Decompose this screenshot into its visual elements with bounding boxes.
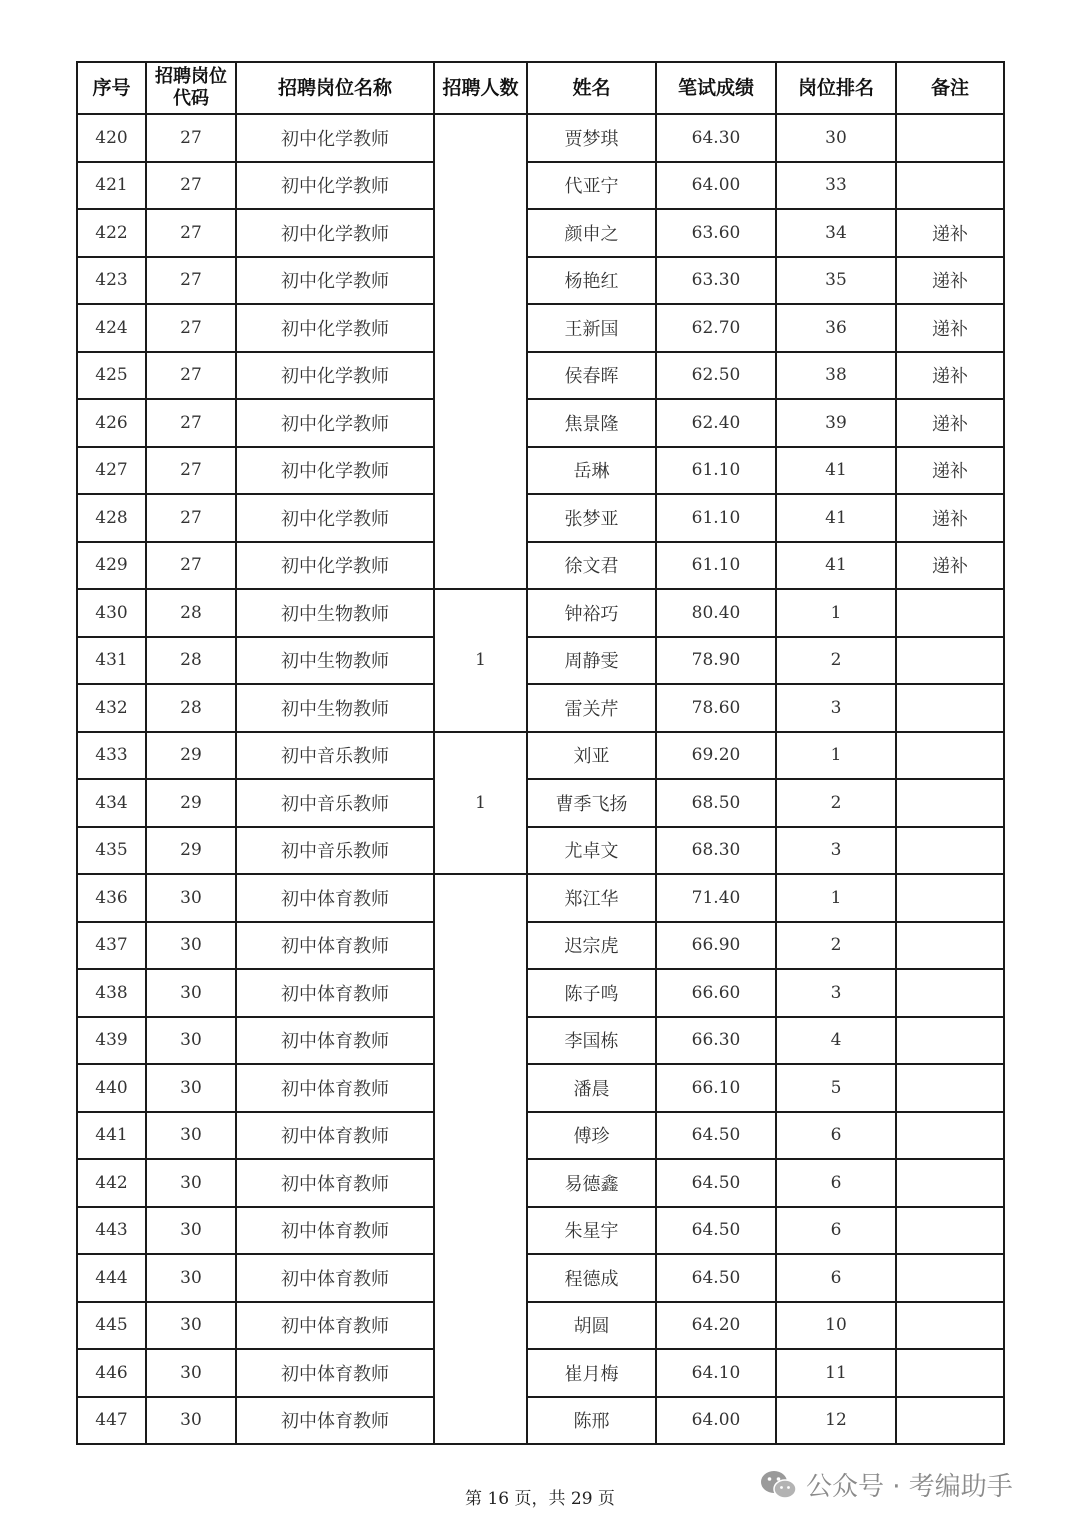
table-row <box>77 1397 1004 1445</box>
candidate-name: 迟宗虎 <box>527 922 656 970</box>
table-row <box>77 542 1004 590</box>
written-score: 69.20 <box>656 732 776 780</box>
candidate-name: 陈子鸣 <box>527 969 656 1017</box>
remark <box>896 779 1004 827</box>
row-index: 428 <box>77 494 146 542</box>
remark <box>896 1112 1004 1160</box>
position-name: 初中体育教师 <box>236 1207 434 1255</box>
written-score: 64.30 <box>656 114 776 162</box>
written-score: 61.10 <box>656 542 776 590</box>
position-code: 29 <box>146 827 236 875</box>
score-table <box>76 61 1005 1445</box>
position-name: 初中体育教师 <box>236 922 434 970</box>
header-position-code <box>146 62 236 114</box>
table-row <box>77 1112 1004 1160</box>
position-code: 30 <box>146 1064 236 1112</box>
position-rank: 2 <box>776 922 896 970</box>
table-row <box>77 637 1004 685</box>
row-index: 422 <box>77 209 146 257</box>
remark <box>896 1302 1004 1350</box>
position-rank: 6 <box>776 1159 896 1207</box>
row-index: 436 <box>77 874 146 922</box>
table-row <box>77 304 1004 352</box>
remark <box>896 1064 1004 1112</box>
position-rank: 38 <box>776 352 896 400</box>
remark <box>896 684 1004 732</box>
row-index: 447 <box>77 1397 146 1445</box>
candidate-name: 侯春晖 <box>527 352 656 400</box>
table-row <box>77 969 1004 1017</box>
candidate-name: 雷关芹 <box>527 684 656 732</box>
position-code: 28 <box>146 589 236 637</box>
table-row <box>77 399 1004 447</box>
candidate-name: 颜申之 <box>527 209 656 257</box>
remark <box>896 1397 1004 1445</box>
row-index: 438 <box>77 969 146 1017</box>
header-remark: 备注 <box>896 62 1004 114</box>
position-name: 初中音乐教师 <box>236 779 434 827</box>
position-code: 28 <box>146 637 236 685</box>
position-code: 30 <box>146 922 236 970</box>
written-score: 64.20 <box>656 1302 776 1350</box>
position-name: 初中化学教师 <box>236 494 434 542</box>
position-rank: 1 <box>776 589 896 637</box>
written-score: 63.60 <box>656 209 776 257</box>
position-name: 初中体育教师 <box>236 1302 434 1350</box>
written-score: 64.00 <box>656 162 776 210</box>
written-score: 64.50 <box>656 1254 776 1302</box>
table-row <box>77 257 1004 305</box>
position-code: 30 <box>146 1302 236 1350</box>
table-row <box>77 447 1004 495</box>
remark: 递补 <box>896 542 1004 590</box>
position-name: 初中体育教师 <box>236 1017 434 1065</box>
remark <box>896 162 1004 210</box>
written-score: 78.90 <box>656 637 776 685</box>
table-body <box>77 114 1004 1444</box>
row-index: 445 <box>77 1302 146 1350</box>
row-index: 426 <box>77 399 146 447</box>
table-row <box>77 1159 1004 1207</box>
candidate-name: 钟裕巧 <box>527 589 656 637</box>
position-rank: 12 <box>776 1397 896 1445</box>
position-code: 27 <box>146 542 236 590</box>
position-name: 初中化学教师 <box>236 542 434 590</box>
table-row <box>77 732 1004 780</box>
candidate-name: 李国栋 <box>527 1017 656 1065</box>
candidate-name: 朱星宇 <box>527 1207 656 1255</box>
position-code: 30 <box>146 874 236 922</box>
table-row <box>77 114 1004 162</box>
position-rank: 41 <box>776 542 896 590</box>
row-index: 439 <box>77 1017 146 1065</box>
position-code: 30 <box>146 1397 236 1445</box>
header-rank: 岗位排名 <box>776 62 896 114</box>
position-rank: 3 <box>776 969 896 1017</box>
position-name: 初中体育教师 <box>236 1112 434 1160</box>
position-rank: 3 <box>776 827 896 875</box>
table-row <box>77 1302 1004 1350</box>
position-code: 27 <box>146 304 236 352</box>
written-score: 80.40 <box>656 589 776 637</box>
row-index: 425 <box>77 352 146 400</box>
remark: 递补 <box>896 494 1004 542</box>
remark <box>896 1349 1004 1397</box>
candidate-name: 杨艳红 <box>527 257 656 305</box>
position-name: 初中生物教师 <box>236 684 434 732</box>
position-rank: 30 <box>776 114 896 162</box>
candidate-name: 郑江华 <box>527 874 656 922</box>
candidate-name: 刘亚 <box>527 732 656 780</box>
position-name: 初中化学教师 <box>236 352 434 400</box>
row-index: 430 <box>77 589 146 637</box>
candidate-name: 周静雯 <box>527 637 656 685</box>
position-rank: 6 <box>776 1254 896 1302</box>
written-score: 61.10 <box>656 494 776 542</box>
position-code: 30 <box>146 1349 236 1397</box>
position-name: 初中体育教师 <box>236 1064 434 1112</box>
table-row <box>77 1254 1004 1302</box>
candidate-name: 崔月梅 <box>527 1349 656 1397</box>
position-rank: 36 <box>776 304 896 352</box>
table-row <box>77 494 1004 542</box>
row-index: 427 <box>77 447 146 495</box>
written-score: 62.40 <box>656 399 776 447</box>
remark: 递补 <box>896 209 1004 257</box>
written-score: 62.50 <box>656 352 776 400</box>
position-code: 30 <box>146 1254 236 1302</box>
row-index: 420 <box>77 114 146 162</box>
written-score: 66.60 <box>656 969 776 1017</box>
position-rank: 41 <box>776 494 896 542</box>
row-index: 440 <box>77 1064 146 1112</box>
position-rank: 2 <box>776 637 896 685</box>
written-score: 64.10 <box>656 1349 776 1397</box>
candidate-name: 徐文君 <box>527 542 656 590</box>
remark: 递补 <box>896 304 1004 352</box>
position-name: 初中体育教师 <box>236 969 434 1017</box>
candidate-name: 代亚宁 <box>527 162 656 210</box>
remark: 递补 <box>896 399 1004 447</box>
position-code: 27 <box>146 257 236 305</box>
position-name: 初中化学教师 <box>236 114 434 162</box>
table-header-row <box>77 62 1004 114</box>
remark <box>896 922 1004 970</box>
remark <box>896 827 1004 875</box>
row-index: 441 <box>77 1112 146 1160</box>
position-code: 27 <box>146 447 236 495</box>
table-row <box>77 922 1004 970</box>
watermark-text: 公众号 · 考编助手 <box>806 1472 1013 1502</box>
position-name: 初中化学教师 <box>236 257 434 305</box>
table-row <box>77 209 1004 257</box>
position-code: 27 <box>146 162 236 210</box>
remark <box>896 637 1004 685</box>
candidate-name: 王新国 <box>527 304 656 352</box>
candidate-name: 傅珍 <box>527 1112 656 1160</box>
position-name: 初中体育教师 <box>236 1349 434 1397</box>
position-name: 初中生物教师 <box>236 589 434 637</box>
row-index: 431 <box>77 637 146 685</box>
position-code: 30 <box>146 1017 236 1065</box>
row-index: 433 <box>77 732 146 780</box>
remark <box>896 1159 1004 1207</box>
position-rank: 1 <box>776 732 896 780</box>
header-score: 笔试成绩 <box>656 62 776 114</box>
remark: 递补 <box>896 352 1004 400</box>
position-code: 28 <box>146 684 236 732</box>
position-rank: 41 <box>776 447 896 495</box>
candidate-name: 胡圆 <box>527 1302 656 1350</box>
position-rank: 34 <box>776 209 896 257</box>
position-code: 29 <box>146 779 236 827</box>
row-index: 424 <box>77 304 146 352</box>
candidate-name: 程德成 <box>527 1254 656 1302</box>
table-row <box>77 589 1004 637</box>
position-code: 30 <box>146 969 236 1017</box>
row-index: 421 <box>77 162 146 210</box>
written-score: 78.60 <box>656 684 776 732</box>
position-code: 27 <box>146 114 236 162</box>
remark <box>896 1254 1004 1302</box>
table-row <box>77 352 1004 400</box>
position-rank: 10 <box>776 1302 896 1350</box>
position-code: 30 <box>146 1112 236 1160</box>
position-name: 初中化学教师 <box>236 209 434 257</box>
written-score: 62.70 <box>656 304 776 352</box>
row-index: 443 <box>77 1207 146 1255</box>
written-score: 68.30 <box>656 827 776 875</box>
position-rank: 39 <box>776 399 896 447</box>
position-rank: 6 <box>776 1112 896 1160</box>
candidate-name: 焦景隆 <box>527 399 656 447</box>
remark <box>896 1207 1004 1255</box>
position-code: 30 <box>146 1207 236 1255</box>
written-score: 66.10 <box>656 1064 776 1112</box>
written-score: 64.50 <box>656 1207 776 1255</box>
position-name: 初中化学教师 <box>236 162 434 210</box>
row-index: 435 <box>77 827 146 875</box>
remark <box>896 969 1004 1017</box>
row-index: 429 <box>77 542 146 590</box>
written-score: 64.00 <box>656 1397 776 1445</box>
row-index: 437 <box>77 922 146 970</box>
written-score: 68.50 <box>656 779 776 827</box>
candidate-name: 岳琳 <box>527 447 656 495</box>
headcount-cell <box>434 114 527 589</box>
headcount-cell: 1 <box>434 732 527 875</box>
remark <box>896 114 1004 162</box>
candidate-name: 陈邢 <box>527 1397 656 1445</box>
remark: 递补 <box>896 447 1004 495</box>
position-rank: 6 <box>776 1207 896 1255</box>
table-row <box>77 1064 1004 1112</box>
header-headcount: 招聘人数 <box>434 62 527 114</box>
page-number: 第 16 页，共 29 页 <box>465 1489 615 1509</box>
position-code: 27 <box>146 209 236 257</box>
table-row <box>77 162 1004 210</box>
row-index: 446 <box>77 1349 146 1397</box>
position-name: 初中体育教师 <box>236 1254 434 1302</box>
position-name: 初中音乐教师 <box>236 827 434 875</box>
table-row <box>77 779 1004 827</box>
table-row <box>77 684 1004 732</box>
wechat-icon <box>760 1469 798 1501</box>
candidate-name: 尤卓文 <box>527 827 656 875</box>
table-row <box>77 874 1004 922</box>
position-name: 初中体育教师 <box>236 1397 434 1445</box>
row-index: 444 <box>77 1254 146 1302</box>
position-rank: 3 <box>776 684 896 732</box>
header-code-line1: 招聘岗位 <box>155 66 227 87</box>
row-index: 432 <box>77 684 146 732</box>
written-score: 64.50 <box>656 1112 776 1160</box>
written-score: 66.30 <box>656 1017 776 1065</box>
remark <box>896 874 1004 922</box>
row-index: 434 <box>77 779 146 827</box>
written-score: 63.30 <box>656 257 776 305</box>
header-position-name: 招聘岗位名称 <box>236 62 434 114</box>
position-name: 初中音乐教师 <box>236 732 434 780</box>
header-name: 姓名 <box>527 62 656 114</box>
candidate-name: 张梦亚 <box>527 494 656 542</box>
written-score: 61.10 <box>656 447 776 495</box>
position-code: 27 <box>146 352 236 400</box>
position-name: 初中化学教师 <box>236 304 434 352</box>
table-row <box>77 1017 1004 1065</box>
position-name: 初中化学教师 <box>236 399 434 447</box>
candidate-name: 贾梦琪 <box>527 114 656 162</box>
row-index: 442 <box>77 1159 146 1207</box>
position-rank: 4 <box>776 1017 896 1065</box>
candidate-name: 易德鑫 <box>527 1159 656 1207</box>
position-code: 30 <box>146 1159 236 1207</box>
table-row <box>77 827 1004 875</box>
position-rank: 5 <box>776 1064 896 1112</box>
position-rank: 35 <box>776 257 896 305</box>
written-score: 71.40 <box>656 874 776 922</box>
position-rank: 1 <box>776 874 896 922</box>
candidate-name: 曹季飞扬 <box>527 779 656 827</box>
written-score: 66.90 <box>656 922 776 970</box>
headcount-cell: 1 <box>434 589 527 732</box>
position-name: 初中体育教师 <box>236 874 434 922</box>
header-index: 序号 <box>77 62 146 114</box>
watermark <box>760 1466 1013 1503</box>
remark: 递补 <box>896 257 1004 305</box>
remark <box>896 732 1004 780</box>
position-name: 初中生物教师 <box>236 637 434 685</box>
position-rank: 33 <box>776 162 896 210</box>
remark <box>896 589 1004 637</box>
position-code: 29 <box>146 732 236 780</box>
header-code-line2: 代码 <box>173 88 209 109</box>
candidate-name: 潘晨 <box>527 1064 656 1112</box>
position-code: 27 <box>146 494 236 542</box>
headcount-cell <box>434 874 527 1444</box>
written-score: 64.50 <box>656 1159 776 1207</box>
table-row <box>77 1349 1004 1397</box>
position-rank: 2 <box>776 779 896 827</box>
position-code: 27 <box>146 399 236 447</box>
position-name: 初中化学教师 <box>236 447 434 495</box>
row-index: 423 <box>77 257 146 305</box>
table-row <box>77 1207 1004 1255</box>
remark <box>896 1017 1004 1065</box>
position-rank: 11 <box>776 1349 896 1397</box>
position-name: 初中体育教师 <box>236 1159 434 1207</box>
